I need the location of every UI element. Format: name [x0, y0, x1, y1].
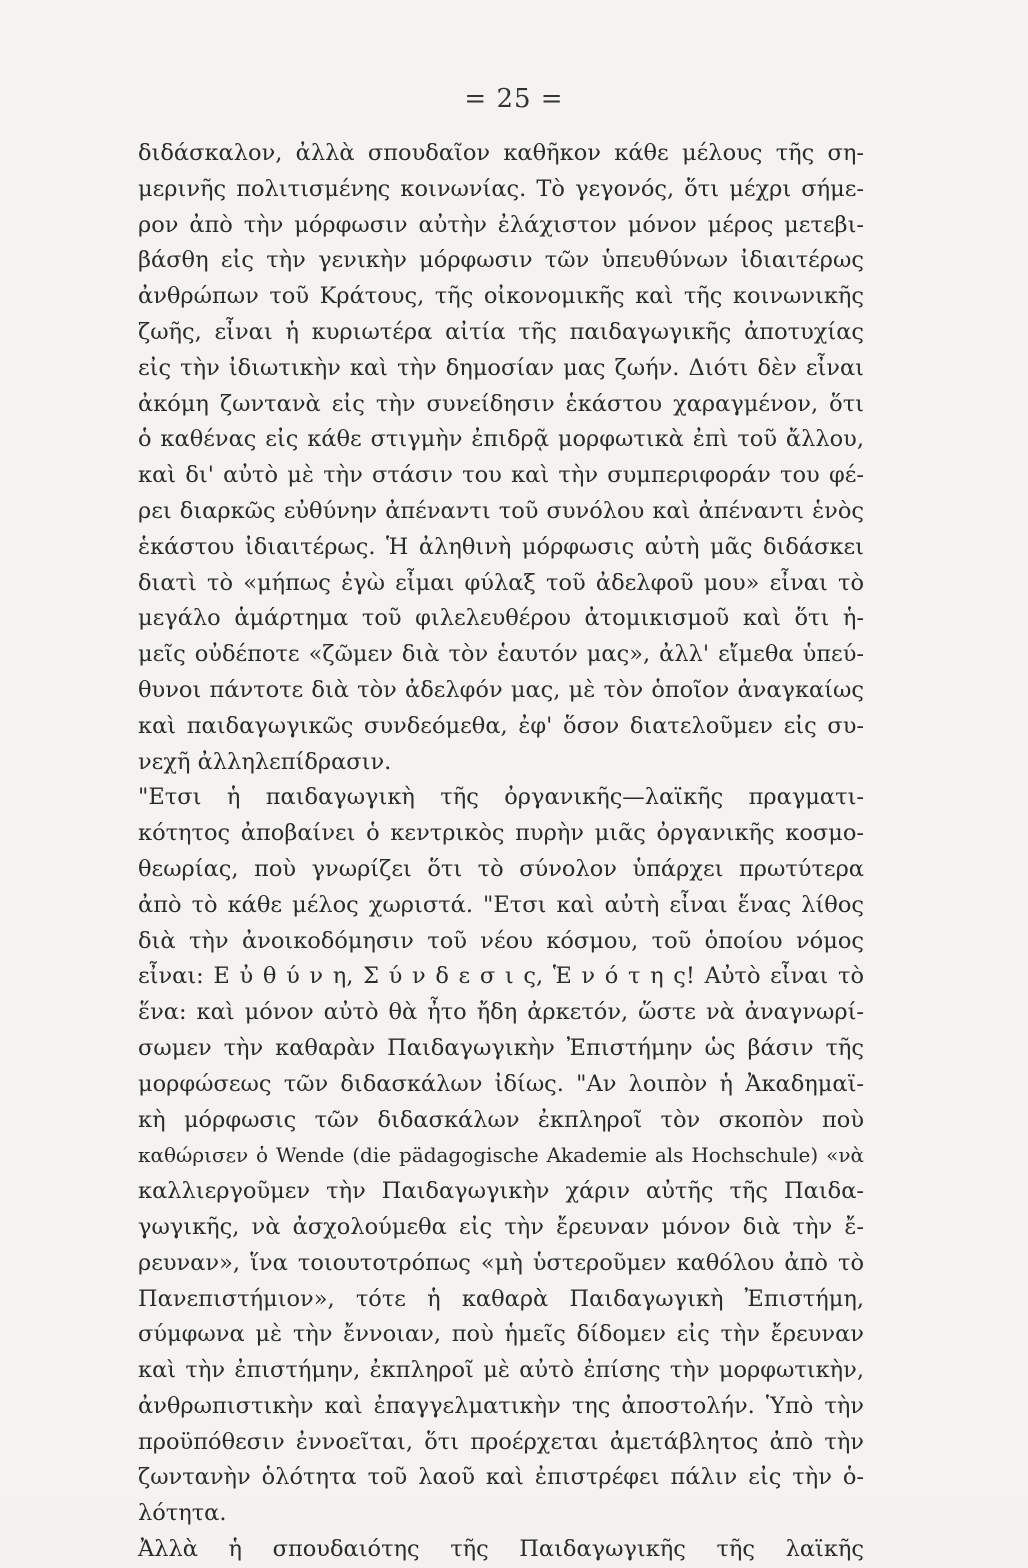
text-line-4: βάσθη εἰς τὴν γενικὴν μόρφωσιν τῶν ὑπευθύνων ἰδιαιτέρως: [138, 247, 864, 274]
text-line-30: καλλιεργοῦμεν τὴν Παιδαγωγικὴν χάριν αὐτῆς τῆς Παιδα-: [138, 1178, 864, 1205]
text-line-24: εἶναι: Ε ὐ θ ύ ν η, Σ ύ ν δ ε σ ι ς, Ἑ ν ό τ η ς! Αὐτὸ εἶναι τὸ: [138, 963, 864, 990]
text-line-10: καὶ δι' αὐτὸ μὲ τὴν στάσιν του καὶ τὴν συμπεριφοράν του φέ-: [138, 462, 864, 489]
text-line-13: διατὶ τὸ «μήπως ἐγὼ εἶμαι φύλαξ τοῦ ἀδελφοῦ μου» εἶναι τὸ: [138, 569, 864, 596]
text-line-19: "Ετσι ἡ παιδαγωγικὴ τῆς ὀργανικῆς—λαϊκῆς πραγματι-: [138, 784, 864, 811]
text-line-18: νεχῆ ἀλληλεπίδρασιν.: [138, 748, 392, 775]
text-line-40: Ἀλλὰ ἡ σπουδαιότης τῆς Παιδαγωγικῆς τῆς λαϊκῆς: [138, 1536, 864, 1563]
text-line-25: ἕνα: καὶ μόνον αὐτὸ θὰ ἦτο ἤδη ἀρκετόν, ὥστε νὰ ἀναγνωρί-: [138, 999, 864, 1026]
text-line-27: μορφώσεως τῶν διδασκάλων ἰδίως. "Αν λοιπὸν ἡ Ἀκαδημαϊ-: [138, 1070, 864, 1097]
text-line-21: θεωρίας, ποὺ γνωρίζει ὅτι τὸ σύνολον ὑπάρχει πρωτύτερα: [138, 855, 864, 882]
body-text: [138, 136, 864, 1568]
text-line-35: καὶ τὴν ἐπιστήμην, ἐκπληροῖ μὲ αὐτὸ ἐπίσης τὴν μορφωτικὴν,: [138, 1357, 864, 1384]
text-line-11: ρει διαρκῶς εὐθύνην ἀπέναντι τοῦ συνόλου καὶ ἀπέναντι ἑνὸς: [138, 497, 864, 524]
page-number: = 25 =: [464, 84, 564, 114]
text-line-17: καὶ παιδαγωγικῶς συνδεόμεθα, ἐφ' ὅσον διατελοῦμεν εἰς συ-: [138, 712, 864, 739]
text-line-22: ἀπὸ τὸ κάθε μέλος χωριστά. "Ετσι καὶ αὐτὴ εἶναι ἕνας λίθος: [138, 891, 864, 918]
text-line-29: καθώρισεν ὁ Wende (die pädagogische Akademie als Hochschule) «νὰ: [138, 1143, 864, 1168]
text-line-2: μερινῆς πολιτισμένης κοινωνίας. Τὸ γεγονός, ὅτι μέχρι σήμε-: [138, 175, 864, 202]
text-line-20: κότητος ἀποβαίνει ὁ κεντρικὸς πυρὴν μιᾶς ὀργανικῆς κοσμο-: [138, 820, 864, 847]
text-line-38: ζωντανὴν ὁλότητα τοῦ λαοῦ καὶ ἐπιστρέφει πάλιν εἰς τὴν ὁ-: [138, 1464, 864, 1491]
text-line-1: διδάσκαλον, ἀλλὰ σπουδαῖον καθῆκον κάθε μέλους τῆς ση-: [138, 140, 864, 166]
text-line-28: κὴ μόρφωσις τῶν διδασκάλων ἐκπληροῖ τὸν σκοπὸν ποὺ: [138, 1106, 864, 1133]
text-line-36: ἀνθρωπιστικὴν καὶ ἐπαγγελματικὴν της ἀποστολήν. Ὑπὸ τὴν: [138, 1392, 864, 1419]
text-line-7: εἰς τὴν ἰδιωτικὴν καὶ τὴν δημοσίαν μας ζωήν. Διότι δὲν εἶναι: [138, 354, 864, 381]
text-line-5: ἀνθρώπων τοῦ Κράτους, τῆς οἰκονομικῆς καὶ τῆς κοινωνικῆς: [138, 283, 864, 310]
text-line-26: σωμεν τὴν καθαρὰν Παιδαγωγικὴν Ἐπιστήμην ὡς βάσιν τῆς: [138, 1034, 864, 1061]
text-line-8: ἀκόμη ζωντανὰ εἰς τὴν συνείδησιν ἑκάστου χαραγμένον, ὅτι: [138, 390, 864, 417]
text-line-32: ρευναν», ἵνα τοιουτοτρόπως «μὴ ὑστεροῦμεν καθόλου ἀπὸ τὸ: [138, 1249, 864, 1276]
text-line-33: Πανεπιστήμιον», τότε ἡ καθαρὰ Παιδαγωγικὴ Ἐπιστήμη,: [138, 1285, 864, 1312]
text-line-9: ὁ καθένας εἰς κάθε στιγμὴν ἐπιδρᾷ μορφωτικὰ ἐπὶ τοῦ ἄλλου,: [138, 426, 864, 453]
text-line-15: μεῖς οὐδέποτε «ζῶμεν διὰ τὸν ἑαυτόν μας», ἀλλ' εἴμεθα ὑπεύ-: [138, 641, 864, 668]
text-line-37: προϋπόθεσιν ἐννοεῖται, ὅτι προέρχεται ἀμετάβλητος ἀπὸ τὴν: [138, 1428, 864, 1455]
text-line-12: ἑκάστου ἰδιαιτέρως. Ἡ ἀληθινὴ μόρφωσις αὐτὴ μᾶς διδάσκει: [138, 533, 864, 560]
text-line-6: ζωῆς, εἶναι ἡ κυριωτέρα αἰτία τῆς παιδαγωγικῆς ἀποτυχίας: [138, 318, 864, 345]
text-line-23: διὰ τὴν ἀνοικοδόμησιν τοῦ νέου κόσμου, τοῦ ὁποίου νόμος: [138, 927, 864, 954]
text-line-16: θυνοι πάντοτε διὰ τὸν ἀδελφόν μας, μὲ τὸν ὁποῖον ἀναγκαίως: [138, 676, 864, 703]
text-line-39: λότητα.: [138, 1500, 227, 1527]
text-line-31: γωγικῆς, νὰ ἀσχολούμεθα εἰς τὴν ἔρευναν μόνον διὰ τὴν ἔ-: [138, 1213, 864, 1240]
text-line-34: σύμφωνα μὲ τὴν ἔννοιαν, ποὺ ἡμεῖς δίδομεν εἰς τὴν ἔρευναν: [138, 1321, 864, 1348]
text-line-3: ρον ἀπὸ τὴν μόρφωσιν αὐτὴν ἐλάχιστον μόνον μέρος μετεβι-: [138, 211, 864, 238]
text-line-14: μεγάλο ἁμάρτημα τοῦ φιλελευθέρου ἀτομικισμοῦ καὶ ὅτι ἡ-: [138, 605, 864, 632]
